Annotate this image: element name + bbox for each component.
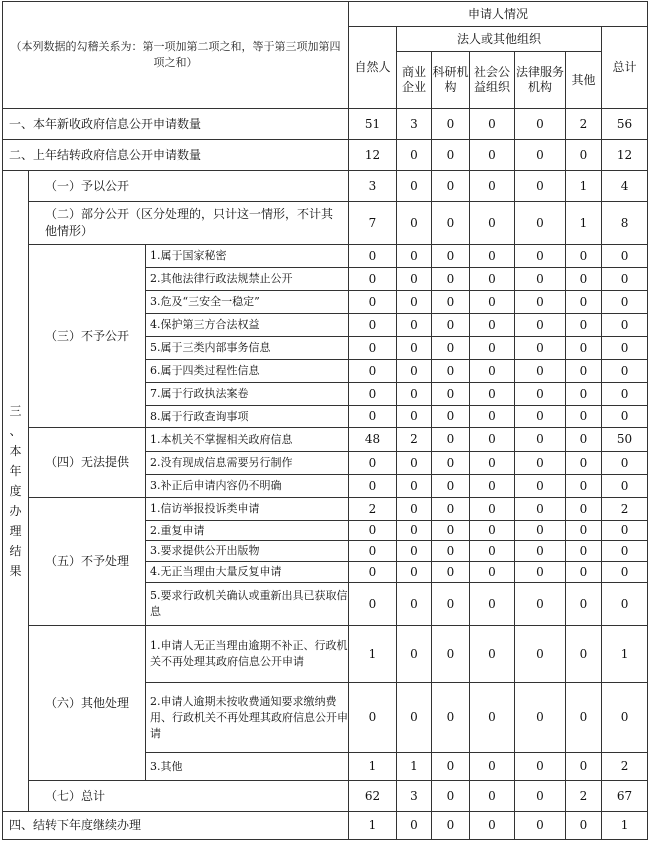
value-cell-natural-person: 0 [349,360,397,383]
value-cell-total: 56 [602,109,648,140]
value-cell-research: 0 [432,475,470,498]
value-cell-research: 0 [432,383,470,406]
value-cell-total: 0 [602,383,648,406]
value-cell-total: 2 [602,498,648,521]
item-label: 3.其他 [146,753,349,781]
value-cell-other: 1 [566,171,602,202]
value-cell-natural-person: 0 [349,383,397,406]
value-cell-legal-service: 0 [515,541,566,562]
value-cell-business: 0 [397,683,432,753]
value-cell-business: 0 [397,452,432,475]
value-cell-research: 0 [432,541,470,562]
org-col-legal: 法律服务机构 [515,52,566,109]
item-label: 2.重复申请 [146,521,349,541]
value-cell-research: 0 [432,171,470,202]
value-cell-other: 0 [566,383,602,406]
value-cell-total: 8 [602,202,648,245]
value-cell-legal-service: 0 [515,109,566,140]
value-cell-other: 0 [566,626,602,683]
value-cell-other: 0 [566,452,602,475]
value-cell-research: 0 [432,245,470,268]
value-cell-legal-service: 0 [515,475,566,498]
value-cell-other: 0 [566,140,602,171]
value-cell-total: 2 [602,753,648,781]
value-cell-business: 0 [397,314,432,337]
row-label: （二）部分公开（区分处理的，只计这一情形，不计其他情形） [29,202,349,245]
value-cell-other: 0 [566,291,602,314]
item-label: 4.无正当理由大量反复申请 [146,562,349,583]
value-cell-total: 4 [602,171,648,202]
item-label: 8.属于行政查询事项 [146,406,349,428]
value-cell-legal-service: 0 [515,583,566,626]
value-cell-research: 0 [432,562,470,583]
value-cell-other: 0 [566,406,602,428]
value-cell-business: 0 [397,812,432,840]
value-cell-legal-service: 0 [515,521,566,541]
row-label: 一、本年新收政府信息公开申请数量 [3,109,349,140]
value-cell-legal-service: 0 [515,140,566,171]
value-cell-research: 0 [432,140,470,171]
value-cell-research: 0 [432,683,470,753]
value-cell-welfare: 0 [470,314,515,337]
gov-info-disclosure-table [2,1,648,840]
value-cell-welfare: 0 [470,268,515,291]
value-cell-research: 0 [432,626,470,683]
item-label: 3.危及“三安全一稳定” [146,291,349,314]
value-cell-natural-person: 3 [349,171,397,202]
value-cell-welfare: 0 [470,171,515,202]
value-cell-welfare: 0 [470,498,515,521]
value-cell-natural-person: 0 [349,337,397,360]
value-cell-legal-service: 0 [515,202,566,245]
value-cell-business: 0 [397,268,432,291]
value-cell-legal-service: 0 [515,498,566,521]
value-cell-natural-person: 1 [349,626,397,683]
value-cell-total: 0 [602,337,648,360]
value-cell-welfare: 0 [470,428,515,452]
value-cell-welfare: 0 [470,360,515,383]
value-cell-legal-service: 0 [515,171,566,202]
value-cell-total: 50 [602,428,648,452]
value-cell-welfare: 0 [470,753,515,781]
value-cell-natural-person: 2 [349,498,397,521]
value-cell-research: 0 [432,452,470,475]
value-cell-business: 0 [397,383,432,406]
value-cell-other: 0 [566,314,602,337]
value-cell-total: 12 [602,140,648,171]
value-cell-research: 0 [432,521,470,541]
table-row [3,245,648,268]
value-cell-natural-person: 62 [349,781,397,812]
value-cell-total: 0 [602,562,648,583]
table-row [3,626,648,683]
row-label: （一）予以公开 [29,171,349,202]
value-cell-business: 3 [397,109,432,140]
section3-vertical-label: 三 、 本 年 度 办 理 结 果 [3,171,29,812]
group-label: （六）其他处理 [29,626,146,781]
value-cell-total: 0 [602,541,648,562]
value-cell-business: 0 [397,360,432,383]
value-cell-natural-person: 7 [349,202,397,245]
table-row [3,171,648,202]
value-cell-welfare: 0 [470,626,515,683]
row-label: （七）总计 [29,781,349,812]
value-cell-natural-person: 0 [349,541,397,562]
item-label: 1.属于国家秘密 [146,245,349,268]
value-cell-research: 0 [432,268,470,291]
value-cell-business: 2 [397,428,432,452]
legal-group-header: 法人或其他组织 [397,27,602,52]
total-header: 总计 [602,27,648,109]
value-cell-business: 0 [397,245,432,268]
value-cell-total: 0 [602,291,648,314]
value-cell-natural-person: 1 [349,812,397,840]
value-cell-business: 0 [397,291,432,314]
value-cell-business: 0 [397,171,432,202]
value-cell-welfare: 0 [470,452,515,475]
value-cell-natural-person: 0 [349,406,397,428]
note-cell: （本列数据的勾稽关系为：第一项加第二项之和，等于第三项加第四项之和） [3,2,349,109]
applicant-situation-header: 申请人情况 [349,2,648,27]
value-cell-other: 0 [566,475,602,498]
table-row [3,498,648,521]
value-cell-welfare: 0 [470,109,515,140]
table-row [3,202,648,245]
table-row [3,109,648,140]
value-cell-legal-service: 0 [515,683,566,753]
item-label: 5.要求行政机关确认或重新出具已获取信息 [146,583,349,626]
value-cell-welfare: 0 [470,245,515,268]
value-cell-total: 1 [602,626,648,683]
value-cell-research: 0 [432,781,470,812]
value-cell-natural-person: 0 [349,452,397,475]
item-label: 1.信访举报投诉类申请 [146,498,349,521]
value-cell-welfare: 0 [470,475,515,498]
value-cell-business: 0 [397,406,432,428]
value-cell-other: 0 [566,360,602,383]
value-cell-legal-service: 0 [515,452,566,475]
row-label: 二、上年结转政府信息公开申请数量 [3,140,349,171]
value-cell-welfare: 0 [470,337,515,360]
value-cell-legal-service: 0 [515,314,566,337]
value-cell-research: 0 [432,498,470,521]
group-label: （五）不予处理 [29,498,146,626]
value-cell-legal-service: 0 [515,245,566,268]
value-cell-welfare: 0 [470,383,515,406]
value-cell-legal-service: 0 [515,812,566,840]
value-cell-welfare: 0 [470,291,515,314]
value-cell-total: 0 [602,475,648,498]
value-cell-legal-service: 0 [515,781,566,812]
value-cell-legal-service: 0 [515,406,566,428]
value-cell-welfare: 0 [470,541,515,562]
value-cell-total: 0 [602,683,648,753]
value-cell-welfare: 0 [470,812,515,840]
value-cell-legal-service: 0 [515,268,566,291]
value-cell-welfare: 0 [470,562,515,583]
value-cell-welfare: 0 [470,583,515,626]
value-cell-other: 0 [566,541,602,562]
group-label: （三）不予公开 [29,245,146,428]
value-cell-business: 0 [397,541,432,562]
value-cell-natural-person: 0 [349,475,397,498]
value-cell-total: 0 [602,360,648,383]
value-cell-welfare: 0 [470,406,515,428]
item-label: 6.属于四类过程性信息 [146,360,349,383]
value-cell-research: 0 [432,428,470,452]
value-cell-research: 0 [432,406,470,428]
value-cell-other: 1 [566,202,602,245]
value-cell-total: 67 [602,781,648,812]
item-label: 3.补正后申请内容仍不明确 [146,475,349,498]
value-cell-business: 0 [397,140,432,171]
item-label: 2.没有现成信息需要另行制作 [146,452,349,475]
value-cell-natural-person: 0 [349,583,397,626]
table-row [3,140,648,171]
value-cell-business: 3 [397,781,432,812]
value-cell-business: 0 [397,583,432,626]
value-cell-welfare: 0 [470,521,515,541]
table-row [3,812,648,840]
value-cell-research: 0 [432,314,470,337]
value-cell-other: 0 [566,245,602,268]
value-cell-other: 0 [566,268,602,291]
value-cell-legal-service: 0 [515,753,566,781]
item-label: 4.保护第三方合法权益 [146,314,349,337]
value-cell-business: 0 [397,521,432,541]
value-cell-other: 0 [566,683,602,753]
value-cell-natural-person: 12 [349,140,397,171]
item-label: 1.申请人无正当理由逾期不补正、行政机关不再处理其政府信息公开申请 [146,626,349,683]
value-cell-welfare: 0 [470,140,515,171]
value-cell-legal-service: 0 [515,337,566,360]
value-cell-business: 0 [397,498,432,521]
value-cell-legal-service: 0 [515,428,566,452]
value-cell-total: 0 [602,521,648,541]
value-cell-business: 0 [397,626,432,683]
value-cell-research: 0 [432,360,470,383]
value-cell-other: 0 [566,428,602,452]
value-cell-other: 2 [566,109,602,140]
value-cell-legal-service: 0 [515,562,566,583]
value-cell-research: 0 [432,753,470,781]
value-cell-natural-person: 48 [349,428,397,452]
org-col-other: 其他 [566,52,602,109]
value-cell-research: 0 [432,337,470,360]
value-cell-other: 0 [566,521,602,541]
value-cell-legal-service: 0 [515,360,566,383]
value-cell-other: 0 [566,498,602,521]
value-cell-business: 0 [397,337,432,360]
item-label: 2.申请人逾期未按收费通知要求缴纳费用、行政机关不再处理其政府信息公开申请 [146,683,349,753]
value-cell-research: 0 [432,812,470,840]
item-label: 2.其他法律行政法规禁止公开 [146,268,349,291]
group-label: （四）无法提供 [29,428,146,498]
value-cell-legal-service: 0 [515,291,566,314]
value-cell-total: 1 [602,812,648,840]
value-cell-natural-person: 1 [349,753,397,781]
value-cell-natural-person: 0 [349,268,397,291]
row-label: 四、结转下年度继续办理 [3,812,349,840]
value-cell-natural-person: 0 [349,245,397,268]
value-cell-other: 0 [566,583,602,626]
value-cell-total: 0 [602,406,648,428]
value-cell-welfare: 0 [470,683,515,753]
value-cell-business: 1 [397,753,432,781]
value-cell-total: 0 [602,314,648,337]
value-cell-other: 0 [566,753,602,781]
item-label: 3.要求提供公开出版物 [146,541,349,562]
org-col-welfare: 社会公益组织 [470,52,515,109]
value-cell-research: 0 [432,109,470,140]
value-cell-business: 0 [397,475,432,498]
value-cell-total: 0 [602,268,648,291]
value-cell-research: 0 [432,583,470,626]
value-cell-total: 0 [602,583,648,626]
value-cell-natural-person: 0 [349,562,397,583]
value-cell-other: 2 [566,781,602,812]
value-cell-welfare: 0 [470,781,515,812]
value-cell-total: 0 [602,245,648,268]
value-cell-other: 0 [566,337,602,360]
value-cell-legal-service: 0 [515,626,566,683]
value-cell-welfare: 0 [470,202,515,245]
item-label: 7.属于行政执法案卷 [146,383,349,406]
value-cell-business: 0 [397,202,432,245]
item-label: 5.属于三类内部事务信息 [146,337,349,360]
table-row [3,781,648,812]
value-cell-total: 0 [602,452,648,475]
value-cell-natural-person: 0 [349,521,397,541]
org-col-business: 商业企业 [397,52,432,109]
item-label: 1.本机关不掌握相关政府信息 [146,428,349,452]
value-cell-research: 0 [432,291,470,314]
value-cell-natural-person: 0 [349,291,397,314]
value-cell-research: 0 [432,202,470,245]
value-cell-other: 0 [566,812,602,840]
value-cell-natural-person: 51 [349,109,397,140]
value-cell-legal-service: 0 [515,383,566,406]
value-cell-natural-person: 0 [349,314,397,337]
natural-person-header: 自然人 [349,27,397,109]
value-cell-business: 0 [397,562,432,583]
org-col-research: 科研机构 [432,52,470,109]
table-row [3,428,648,452]
value-cell-other: 0 [566,562,602,583]
value-cell-natural-person: 0 [349,683,397,753]
